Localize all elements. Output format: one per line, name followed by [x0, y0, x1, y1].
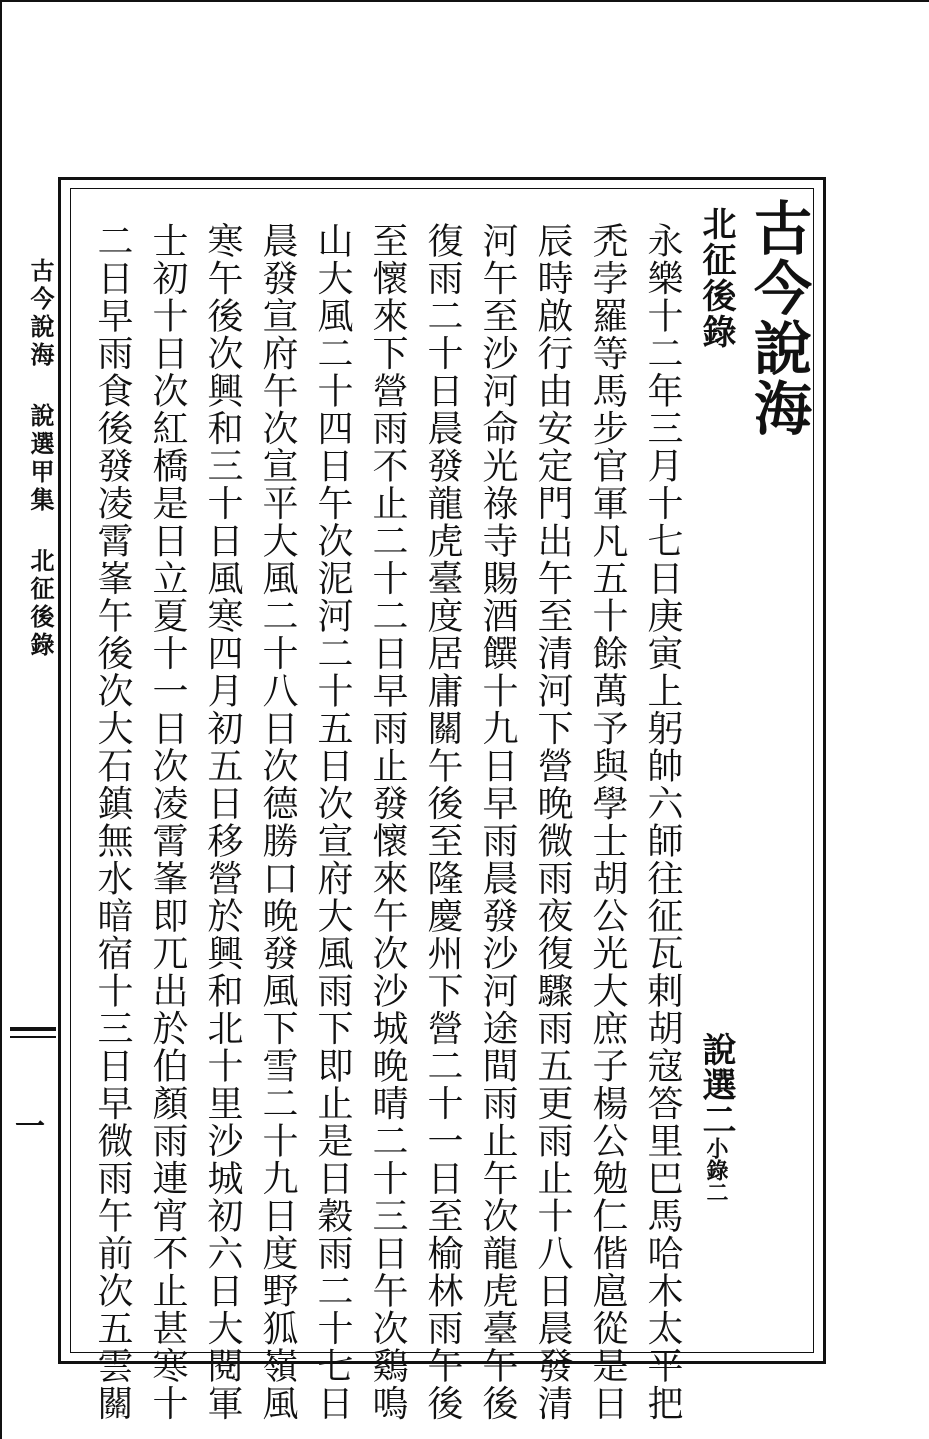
text-column: 至懷來下營雨不止二十二日早雨止發懷來午次沙城晚晴二十三日午次鷄鳴	[367, 222, 408, 1422]
margin-running-title: 古今說海 說選甲集 北征後錄	[26, 258, 55, 660]
book-title: 古今說海	[744, 198, 812, 438]
text-column: 寒午後次興和三十日風寒四月初五日移營於興和北十里沙城初六日大閱軍	[202, 222, 243, 1422]
page-number: 一	[9, 1110, 44, 1140]
text-column: 永樂十二年三月十七日庚寅上躬帥六師往征瓦剌胡寇答里巴馬哈木太平把	[642, 222, 683, 1422]
page-left-edge	[0, 0, 2, 1439]
text-column: 山大風二十四日午次泥河二十五日次宣府大風雨下即止是日穀雨二十七日	[312, 222, 353, 1422]
gutter-rule	[10, 1036, 56, 1038]
text-column: 二日早雨食後發凌霄峯午後次大石鎮無水暗宿十三日早微雨午前次五雲關	[92, 222, 133, 1422]
text-column: 辰時啟行由安定門出午至清河下營晚微雨夜復驟雨五更雨止十八日晨發清	[532, 222, 573, 1422]
text-column: 復雨二十日晨發龍虎臺度居庸關午後至隆慶州下營二十一日至榆林雨午後	[422, 222, 463, 1422]
collection-label-main: 說選二	[696, 1032, 736, 1137]
text-column: 河午至沙河命光祿寺賜酒饌十九日早雨晨發沙河途間雨止午次龍虎臺午後	[477, 222, 518, 1422]
collection-label-sub: 小錄二	[703, 1137, 729, 1203]
text-column: 晨發宣府午次宣平大風二十八日次德勝口晚發風下雪二十九日度野狐嶺風	[257, 222, 298, 1422]
collection-label	[694, 1032, 738, 1203]
gutter-rule	[10, 1027, 56, 1031]
text-column: 士初十日次紅橋是日立夏十一日次凌霄峯即兀出於伯顏雨連宵不止甚寒十	[147, 222, 188, 1422]
text-column: 禿孛羅等馬步官軍凡五十餘萬予與學士胡公光大庶子楊公勉仁偕扈從是日	[587, 222, 628, 1422]
body-text	[88, 222, 688, 1422]
chapter-title: 北征後錄	[696, 206, 736, 350]
page-top-edge	[0, 0, 929, 2]
